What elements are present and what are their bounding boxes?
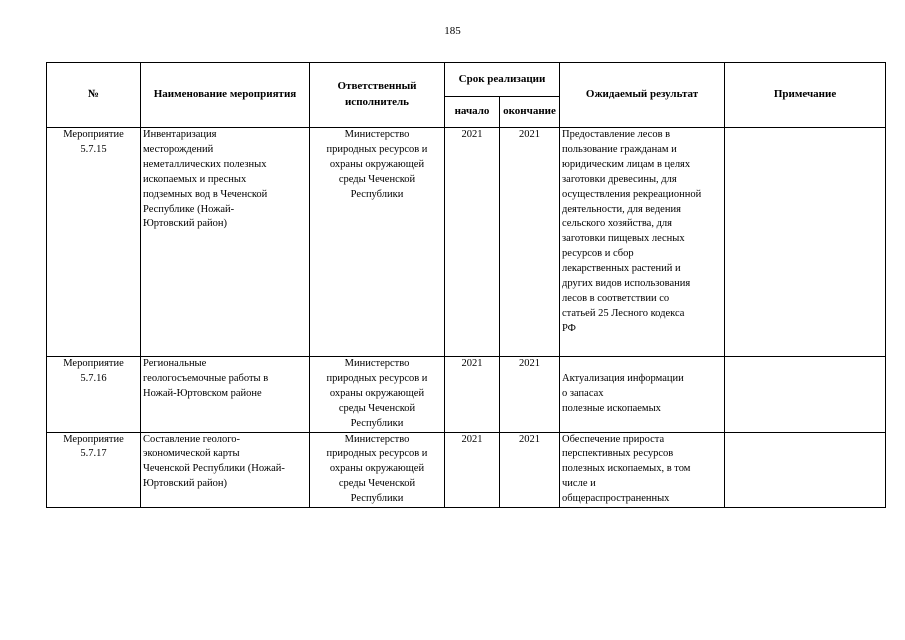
page-number: 185	[444, 25, 461, 37]
row-executor: Министерство природных ресурсов и охраны окружающей среды Чеченской Республики	[310, 357, 445, 433]
table-row	[47, 432, 886, 508]
row-note	[725, 432, 886, 508]
row-executor: Министерство природных ресурсов и охраны окружающей среды Чеченской Республики	[310, 432, 445, 508]
row-activity-name: Инвентаризация месторождений неметаллических полезных ископаемых и пресных подземных вод в Чеченской Республике (Ножай- Юртовский район)	[141, 128, 310, 357]
activities-table	[46, 62, 886, 508]
header-end: окончание	[500, 97, 560, 128]
row-number: Мероприятие 5.7.16	[47, 357, 141, 433]
row-start-year: 2021	[445, 432, 500, 508]
header-period: Срок реализации	[445, 63, 560, 97]
row-activity-name: Региональные геологосъемочные работы в Ножай-Юртовском районе	[141, 357, 310, 433]
row-note	[725, 128, 886, 357]
row-activity-name: Составление геолого- экономической карты Чеченской Республики (Ножай- Юртовский район)	[141, 432, 310, 508]
row-note	[725, 357, 886, 433]
row-expected-result: Предоставление лесов в пользование гражданам и юридическим лицам в целях заготовки древесины, для осуществления рекреационной деятельности, для ведения сельского хозяйства, для заготовки пищевых лесных ресурсов и сбор лекарственных растений и других видов использования лесов в соответствии со статьей 25 Лесного кодекса РФ	[560, 128, 725, 357]
header-number: №	[47, 63, 141, 128]
row-expected-result: Обеспечение прироста перспективных ресурсов полезных ископаемых, в том числе и общераспространенных	[560, 432, 725, 508]
header-activity-name: Наименование мероприятия	[141, 63, 310, 128]
row-number: Мероприятие 5.7.15	[47, 128, 141, 357]
row-start-year: 2021	[445, 357, 500, 433]
header-executor: Ответственный исполнитель	[310, 63, 445, 128]
table-row	[47, 357, 886, 433]
header-note: Примечание	[725, 63, 886, 128]
row-expected-result: Актуализация информации о запасах полезные ископаемых	[560, 357, 725, 433]
row-start-year: 2021	[445, 128, 500, 357]
row-number: Мероприятие 5.7.17	[47, 432, 141, 508]
header-expected-result: Ожидаемый результат	[560, 63, 725, 128]
row-end-year: 2021	[500, 128, 560, 357]
row-end-year: 2021	[500, 357, 560, 433]
header-start: начало	[445, 97, 500, 128]
row-executor: Министерство природных ресурсов и охраны окружающей среды Чеченской Республики	[310, 128, 445, 357]
table-row	[47, 128, 886, 357]
row-end-year: 2021	[500, 432, 560, 508]
